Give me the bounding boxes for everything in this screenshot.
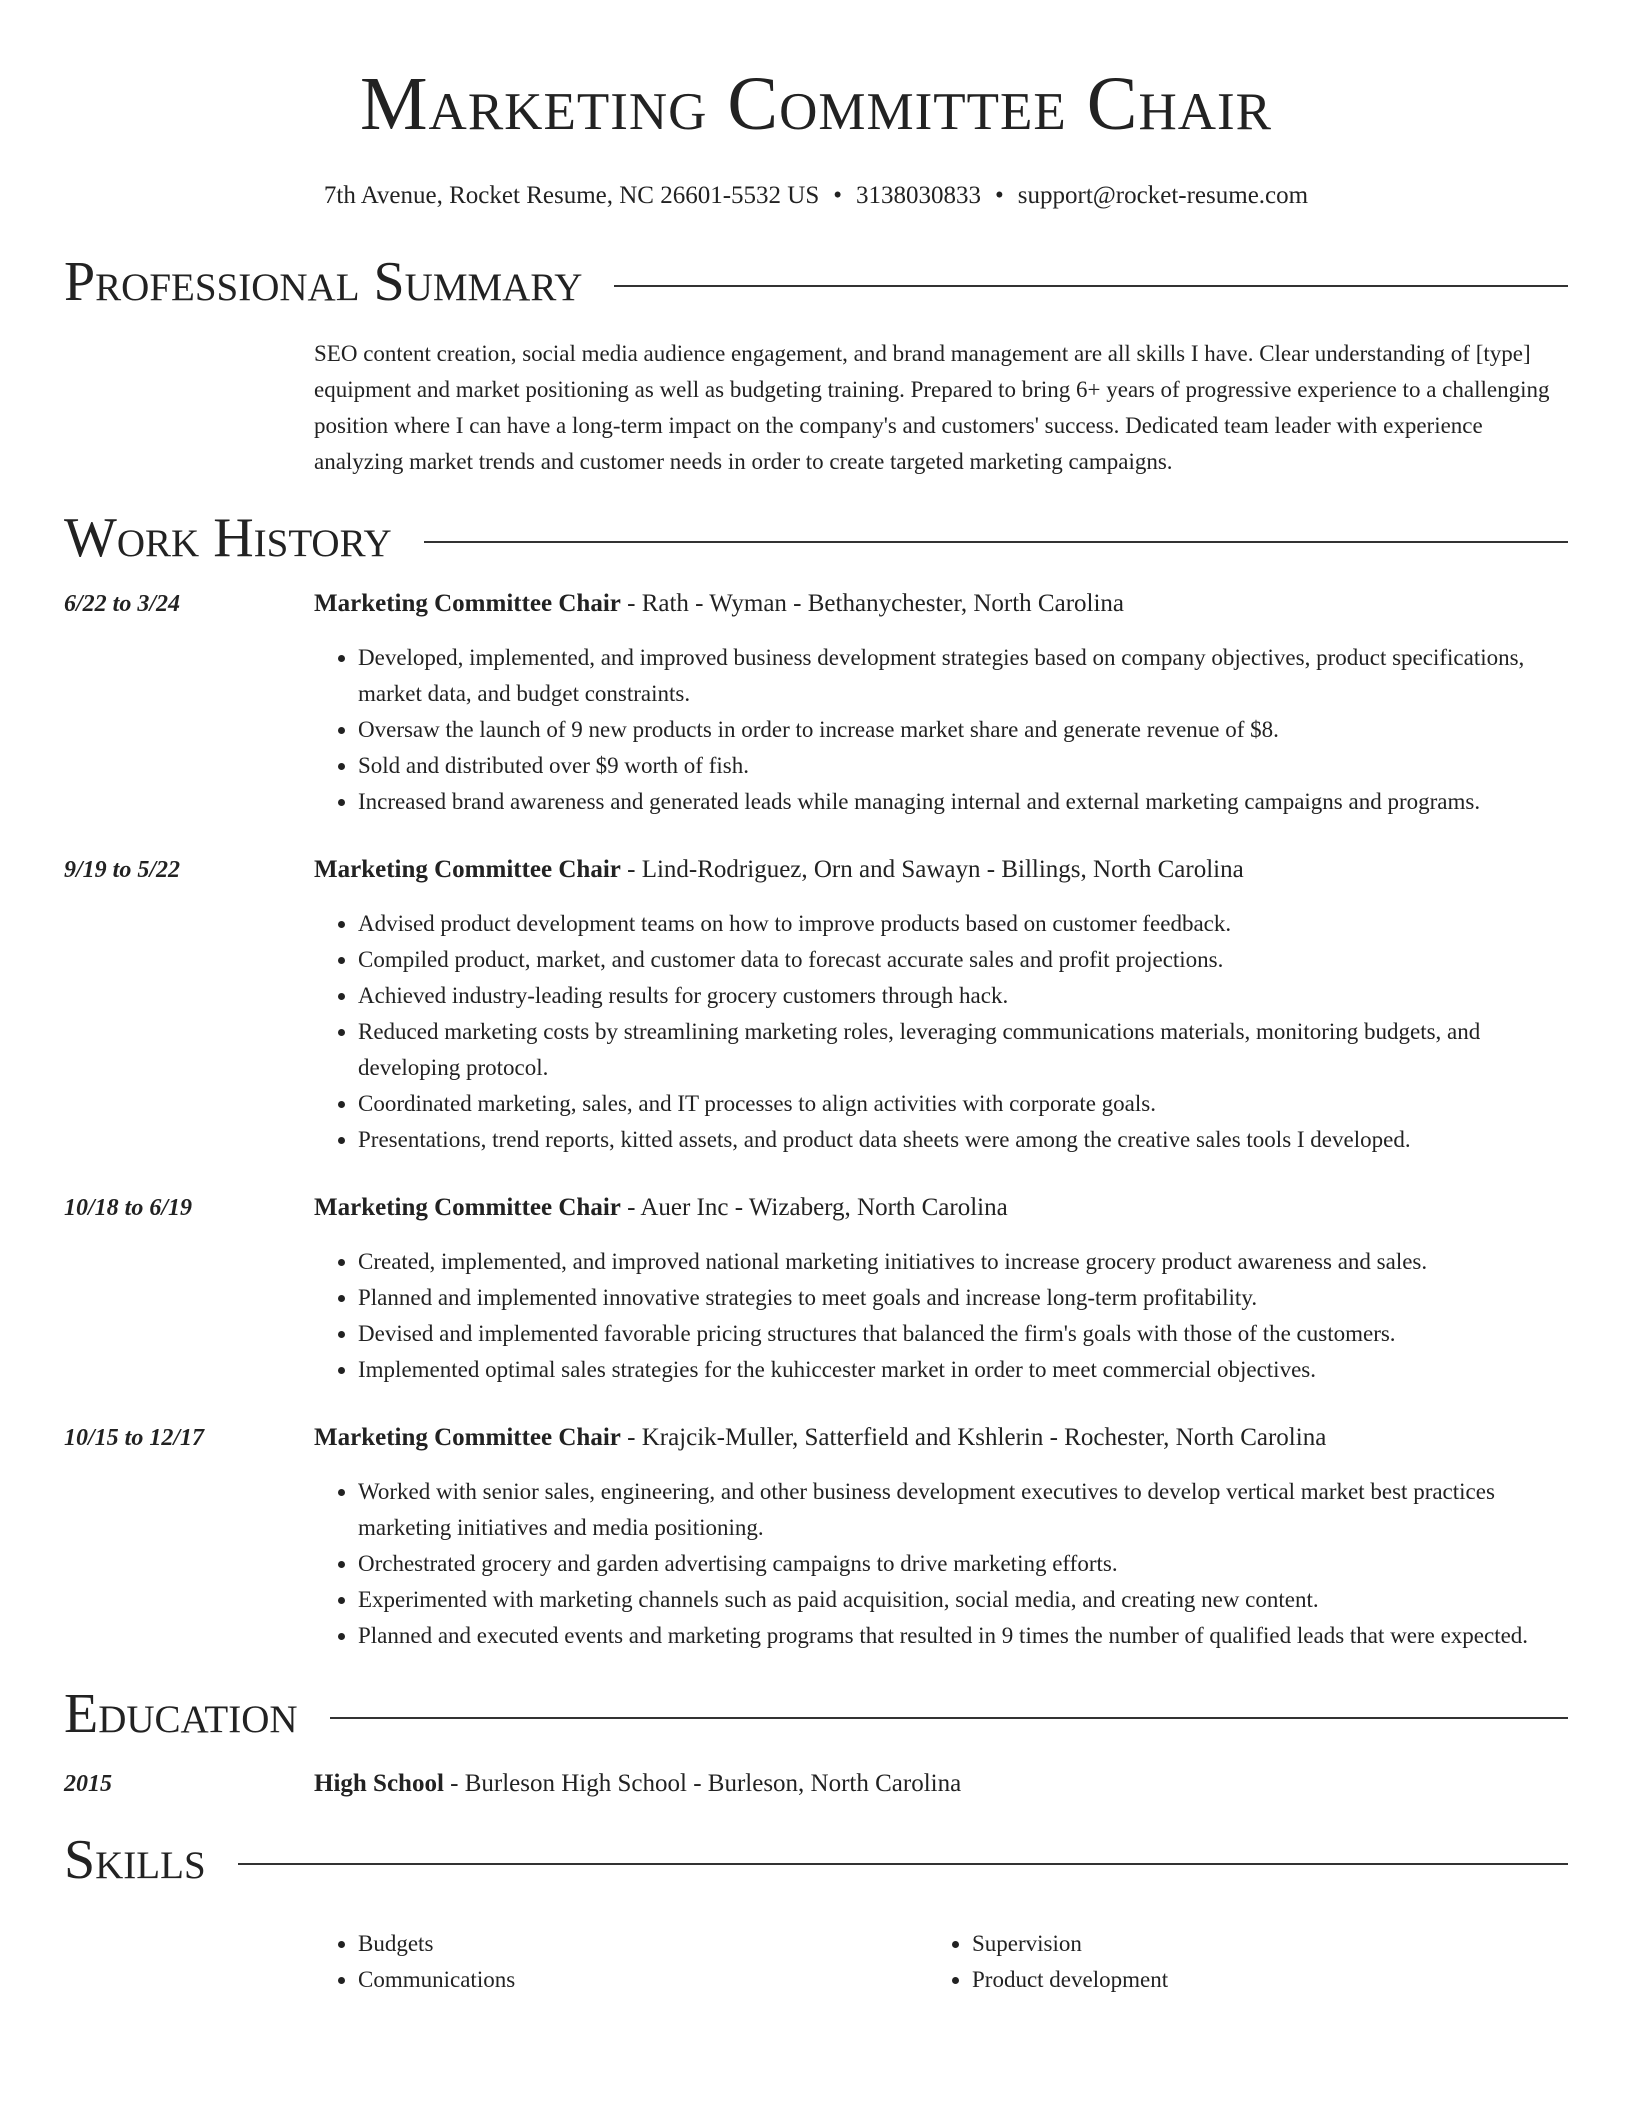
contact-separator: • [833,182,843,209]
education-title-line [314,1766,1568,1802]
education-heading: Education [64,1683,298,1745]
skills-column-right [928,1926,1542,1998]
job-body [314,1420,1568,1654]
job-bullet: • Coordinated marketing, sales, and IT processes to align activities with corporate goals. [358,1086,1568,1122]
skills-heading: Skills [64,1829,206,1891]
job-title: Marketing Committee Chair [314,1194,621,1221]
summary-section-header [64,250,1568,314]
job-bullets [314,640,1568,820]
job-title-line [314,852,1568,888]
job-title-line [314,1190,1568,1226]
job-bullet: • Orchestrated grocery and garden advertising campaigns to drive marketing efforts. [358,1546,1568,1582]
job-bullet: • Created, implemented, and improved national marketing initiatives to increase grocery product awareness and sales. [358,1244,1568,1280]
job-bullet: • Compiled product, market, and customer data to forecast accurate sales and profit projections. [358,942,1568,978]
skill-item: • Budgets [358,1926,928,1962]
job-entry [64,1190,1568,1388]
job-bullets [314,1474,1568,1654]
job-date: 6/22 to 3/24 [64,591,181,617]
job-entry [64,586,1568,820]
job-bullet: • Increased brand awareness and generated leads while managing internal and external marketing campaigns and programs. [358,784,1568,820]
work-section-header [64,506,1568,570]
job-bullet: • Developed, implemented, and improved business development strategies based on company objectives, product specifications, market data, and budget constraints. [358,640,1568,712]
job-title: Marketing Committee Chair [314,856,621,883]
contact-phone: 3138030833 [856,182,982,209]
resume-name: Marketing Committee Chair [359,62,1273,146]
education-details: - Burleson High School - Burleson, North Carolina [443,1770,962,1797]
skills-section-header [64,1828,1568,1892]
job-date: 9/19 to 5/22 [64,857,181,883]
skill-item: • Communications [358,1962,928,1998]
job-bullet: • Sold and distributed over $9 worth of fish. [358,748,1568,784]
job-bullet: • Worked with senior sales, engineering, and other business development executives to develop vertical market best practices marketing initiatives and media positioning. [358,1474,1568,1546]
job-date: 10/15 to 12/17 [64,1425,205,1451]
job-bullet: • Advised product development teams on how to improve products based on customer feedback. [358,906,1568,942]
skill-item: • Supervision [972,1926,1542,1962]
summary-text: SEO content creation, social media audience engagement, and brand management are all skills I have. Clear understanding of [type] equipment and market positioning as well as budgeting training. Prepared to bring 6+ years of progressive experience to a challenging position where I can have a long-term impact on the company's and customers' success. Dedicated team leader with experience analyzing market trends and customer needs in order to create targeted marketing campaigns. [314,341,1550,474]
section-divider [614,285,1568,287]
job-details: - Krajcik-Muller, Satterfield and Kshlerin - Rochester, North Carolina [620,1424,1327,1451]
job-date: 10/18 to 6/19 [64,1195,193,1221]
work-heading: Work History [64,507,392,569]
contact-line [0,180,1632,212]
job-bullet: • Reduced marketing costs by streamlining marketing roles, leveraging communications materials, monitoring budgets, and developing protocol. [358,1014,1568,1086]
education-entry [64,1766,1568,1802]
job-entry [64,852,1568,1158]
job-bullet: • Planned and implemented innovative strategies to meet goals and increase long-term profitability. [358,1280,1568,1316]
section-divider [330,1717,1568,1719]
job-details: - Rath - Wyman - Bethanychester, North Carolina [620,590,1125,617]
education-date: 2015 [64,1771,112,1797]
job-bullet: • Oversaw the launch of 9 new products in order to increase market share and generate revenue of $8. [358,712,1568,748]
skill-item: • Product development [972,1962,1542,1998]
section-divider [238,1863,1568,1865]
job-bullets [314,906,1568,1158]
job-body [314,1190,1568,1388]
job-bullet: • Presentations, trend reports, kitted assets, and product data sheets were among the creative sales tools I developed. [358,1122,1568,1158]
job-body [314,852,1568,1158]
job-title: Marketing Committee Chair [314,1424,621,1451]
job-title: Marketing Committee Chair [314,590,621,617]
education-section-header [64,1682,1568,1746]
skills-column-left [314,1926,928,1998]
contact-email: support@rocket-resume.com [1017,182,1309,209]
job-details: - Lind-Rodriguez, Orn and Sawayn - Billings, North Carolina [620,856,1244,883]
summary-heading: Professional Summary [64,251,583,313]
education-body [314,1766,1568,1802]
section-divider [424,541,1568,543]
job-entry [64,1420,1568,1654]
job-body [314,586,1568,820]
skills-list [314,1926,1568,1998]
job-details: - Auer Inc - Wizaberg, North Carolina [620,1194,1008,1221]
contact-address: 7th Avenue, Rocket Resume, NC 26601-5532 US [323,182,820,209]
job-title-line [314,586,1568,622]
job-bullets [314,1244,1568,1388]
contact-separator: • [995,182,1004,209]
education-title: High School [314,1770,444,1797]
job-bullet: • Devised and implemented favorable pricing structures that balanced the firm's goals with those of the customers. [358,1316,1568,1352]
job-bullet: • Implemented optimal sales strategies for the kuhiccester market in order to meet commercial objectives. [358,1352,1568,1388]
job-bullet: • Planned and executed events and marketing programs that resulted in 9 times the number of qualified leads that were expected. [358,1618,1568,1654]
job-bullet: • Achieved industry-leading results for grocery customers through hack. [358,978,1568,1014]
job-title-line [314,1420,1568,1456]
job-bullet: • Experimented with marketing channels such as paid acquisition, social media, and creating new content. [358,1582,1568,1618]
